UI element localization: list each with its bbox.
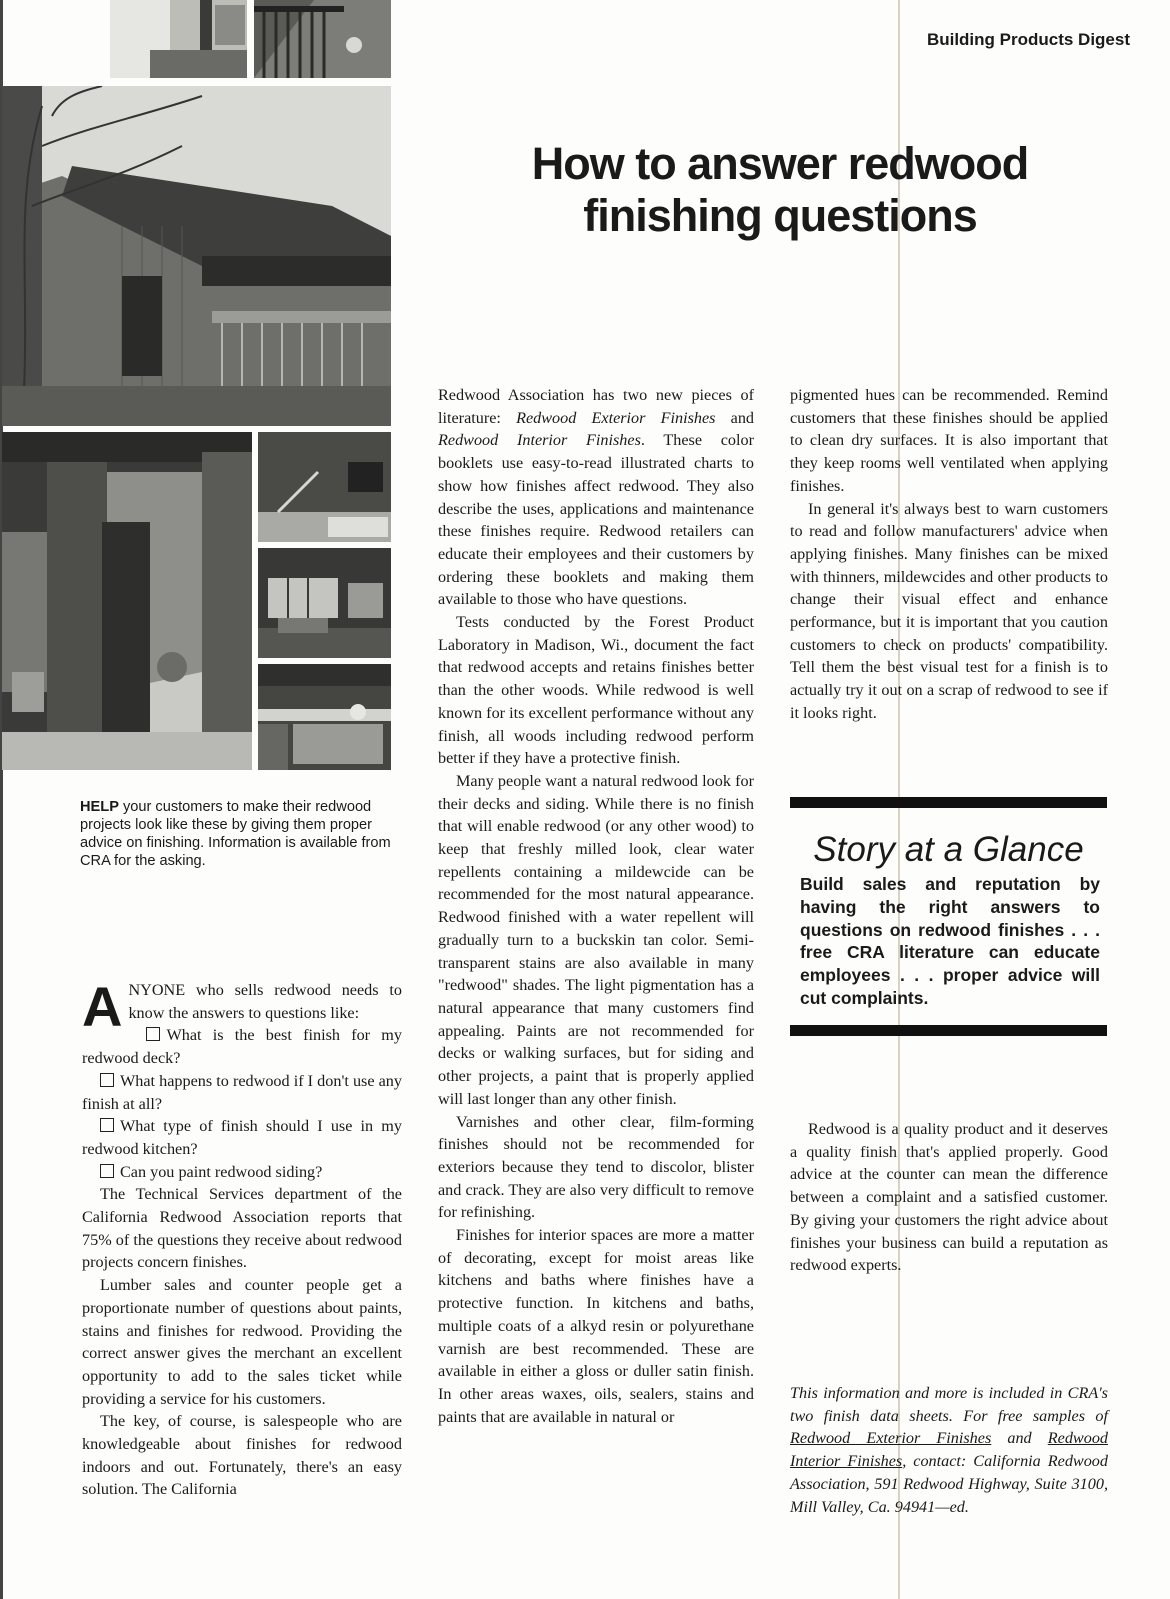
publication-name: Building Products Digest xyxy=(926,30,1130,49)
glance-bottom-rule xyxy=(790,1025,1107,1036)
text-run: , contact: California Redwood Association, 591 Redwood Highway, Suite 3100, Mill Valley, Ca. 94941—ed. xyxy=(790,1452,1108,1516)
question-item xyxy=(82,1024,402,1069)
question-text: What happens to redwood if I don't use any finish at all? xyxy=(82,1071,402,1113)
article-column-2 xyxy=(438,384,754,1428)
body-paragraph: In general it's always best to warn customers to read and follow manufacturers' advice when applying finishes. Many finishes can be mixed with thinners, mildewcides and other products to change their visual effect and enhance performance, but it is important that you caution customers to check on products' compatibility. Tell them the best visual test for a finish is to actually try it out on a scrap of redwood to see if it looks right. xyxy=(790,499,1108,722)
glance-title: Story at a Glance xyxy=(813,830,1084,869)
body-paragraph: The key, of course, is salespeople who are knowledgeable about finishes for redwood indoors and out. Fortunately, there's an easy solution. The California xyxy=(82,1412,402,1499)
drop-cap: A xyxy=(82,975,123,1038)
photo-kitchen-interior xyxy=(258,664,391,770)
checkbox-icon xyxy=(100,1118,114,1132)
text-run: . These color booklets use easy-to-read illustrated charts to show how finishes affect redwood. They also describe the uses, applications and maintenance these finishes require. Redwood retailers can educate their employees and their customers by ordering these booklets and making them available to those who have questions. xyxy=(438,431,754,609)
booklet-title: Redwood Interior Finishes xyxy=(790,1429,1109,1471)
checkbox-icon xyxy=(146,1027,160,1041)
photo-deck-top-right xyxy=(254,0,391,78)
intro-paragraph xyxy=(82,975,402,1038)
question-item xyxy=(82,1115,402,1160)
question-item xyxy=(82,1161,402,1184)
question-item xyxy=(82,1070,402,1115)
glance-top-rule xyxy=(790,797,1107,808)
intro-text: NYONE who sells redwood needs to know the answers to questions like: xyxy=(128,981,402,1022)
caption-text: your customers to make their redwood projects look like these by giving them proper advice on finishing. Information is available from CRA for the asking. xyxy=(80,799,391,869)
photo-entry-hall-doorway xyxy=(2,432,252,770)
photo-caption xyxy=(80,798,400,870)
body-paragraph: Varnishes and other clear, film-forming finishes should not be recommended for exteriors because they tend to discolor, blister and crack. They are also very difficult to remove for refinishing. xyxy=(438,1112,754,1222)
caption-lead: HELP xyxy=(80,799,119,815)
booklet-title: Redwood Exterior Finishes xyxy=(790,1429,992,1448)
question-text: What type of finish should I use in my redwood kitchen? xyxy=(82,1117,402,1158)
photo-deck-top-left xyxy=(110,0,247,78)
body-paragraph xyxy=(438,384,754,611)
body-paragraph: The Technical Services department of the California Redwood Association reports that 75% of the questions they receive about redwood projects concern finishes. xyxy=(82,1185,402,1272)
checkbox-icon xyxy=(100,1073,114,1087)
article-column-3-continued xyxy=(790,1118,1108,1277)
text-run: and xyxy=(715,408,755,427)
booklet-title: Redwood Exterior Finishes xyxy=(516,408,716,427)
article-headline: How to answer redwood finishing questions xyxy=(531,138,1029,241)
text-run: Redwood Association has two new pieces of literature: xyxy=(438,386,754,427)
checkbox-icon xyxy=(100,1164,114,1178)
text-run: and xyxy=(991,1429,1048,1448)
photo-sunroom-interior xyxy=(258,548,391,658)
booklet-title: Redwood Interior Finishes xyxy=(438,431,641,450)
question-text: Can you paint redwood siding? xyxy=(120,1162,323,1181)
editor-note xyxy=(790,1382,1108,1518)
text-run: This information and more is included in CRA's two finish data sheets. For free samples of xyxy=(790,1384,1108,1425)
body-paragraph: pigmented hues can be recommended. Remind customers that these finishes should be applied to clean dry surfaces. It is also important that they keep rooms well ventilated when applying finishes. xyxy=(790,386,1108,495)
body-paragraph: Tests conducted by the Forest Product Laboratory in Madison, Wi., document the fact that redwood accepts and retains finishes better than the other woods. While redwood is well known for its excellent performance without any finish, all woods including redwood perform better if they have a protective finish. xyxy=(438,613,754,768)
editor-note-paragraph xyxy=(790,1382,1108,1518)
body-paragraph: Finishes for interior spaces are more a matter of decorating, except for moist areas like kitchens and baths where finishes have a protective function. In kitchens and baths, multiple coats of a alkyd resin or polyurethane varnish are best recommended. These are available in either a gloss or duller satin finish. In other areas waxes, oils, sealers, stains and paints that are available in natural or xyxy=(438,1226,754,1426)
photo-staircase-interior xyxy=(258,432,391,542)
article-column-1 xyxy=(82,975,402,1501)
photo-redwood-house-exterior xyxy=(2,86,391,426)
article-column-3 xyxy=(790,384,1108,725)
glance-summary: Build sales and reputation by having the right answers to questions on redwood finishes . . . free CRA literature can educate employees . . . proper advice will cut complaints. xyxy=(800,874,1100,1008)
question-text: What is the best finish for my redwood deck? xyxy=(82,1026,402,1068)
body-paragraph: Many people want a natural redwood look for their decks and siding. While there is no finish that will enable redwood (or any other wood) to keep that freshly milled look, clear water repellents containing a mildewcide can be recommended for the most natural appearance. Redwood finished with a water repellent will gradually turn to a buckskin tan color. Semi-transparent stains are also available in many "redwood" shades. The light pigmentation has a natural appearance that many customers find appealing. Paints are not recommended for decks or walking surfaces, but for siding and other projects, a paint that is properly applied will last longer than any other finish. xyxy=(438,771,754,1108)
body-paragraph: Redwood is a quality product and it deserves a quality finish that's applied properly. Good advice at the counter can mean the difference between a complaint and a satisfied customer. By giving your customers the right advice about finishes your business can build a reputation as redwood experts. xyxy=(790,1120,1108,1275)
body-paragraph: Lumber sales and counter people get a proportionate number of questions about paints, stains and finishes for redwood. Providing the correct answer gives the merchant an excellent opportunity to add to the sales ticket while providing a service for his customers. xyxy=(82,1276,402,1408)
